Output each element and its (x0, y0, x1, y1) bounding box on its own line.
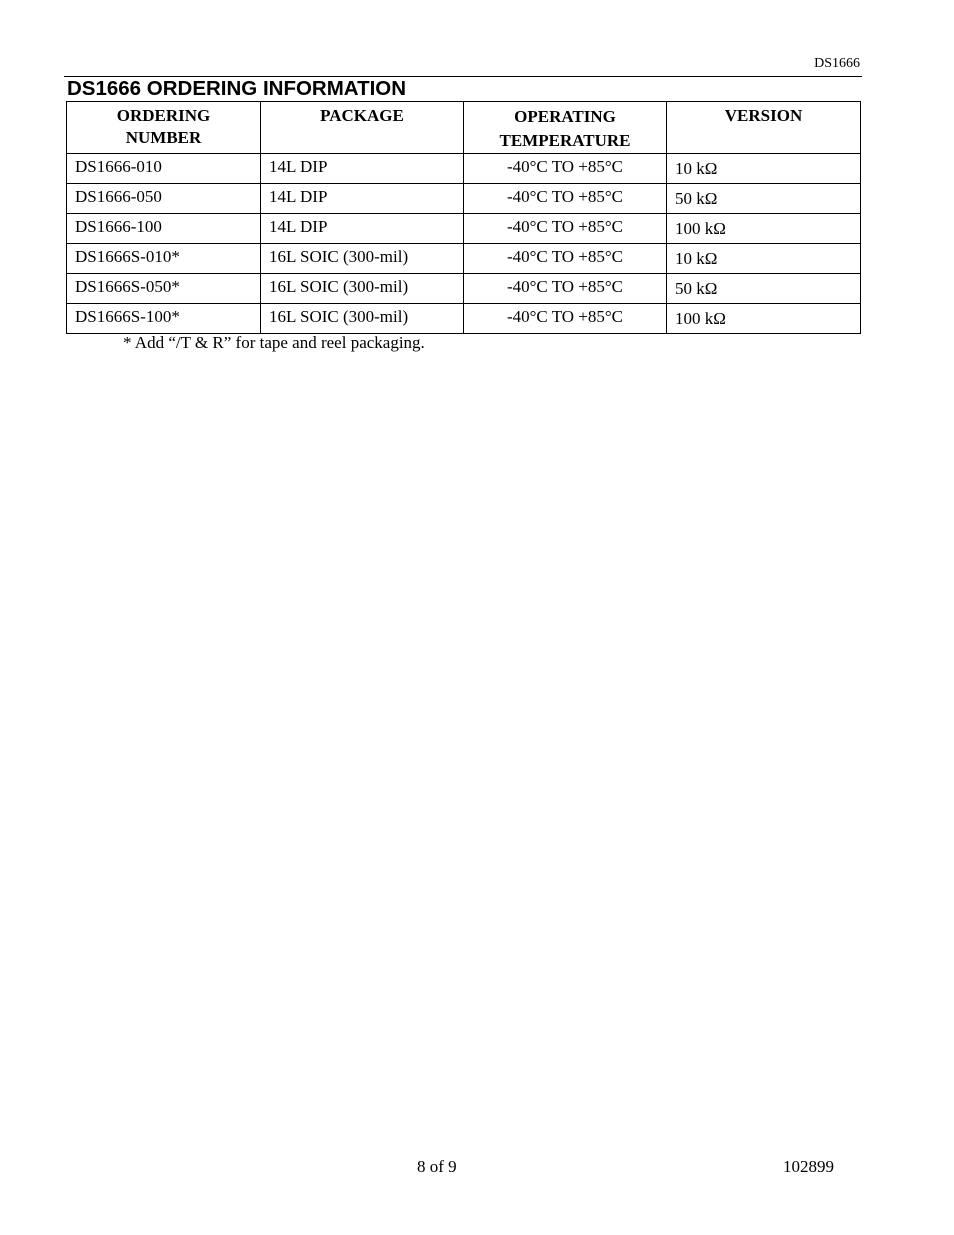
header-package: PACKAGE (261, 102, 464, 154)
header-operating-temperature-line1: OPERATING (514, 107, 616, 126)
cell-ordering-number: DS1666-010 (67, 154, 261, 184)
cell-version: 100 kΩ (667, 214, 861, 244)
cell-temperature: -40°C TO +85°C (464, 304, 667, 334)
cell-ordering-number: DS1666S-010* (67, 244, 261, 274)
header-ordering-number-line2: NUMBER (125, 128, 202, 147)
cell-temperature: -40°C TO +85°C (464, 184, 667, 214)
cell-temperature: -40°C TO +85°C (464, 154, 667, 184)
cell-package: 14L DIP (261, 184, 464, 214)
table-row (67, 304, 861, 334)
cell-package: 16L SOIC (300-mil) (261, 244, 464, 274)
cell-ordering-number: DS1666-100 (67, 214, 261, 244)
cell-version: 50 kΩ (667, 274, 861, 304)
cell-ordering-number: DS1666-050 (67, 184, 261, 214)
table-footnote: * Add “/T & R” for tape and reel packaging. (123, 333, 425, 352)
header-doc-id: DS1666 (814, 56, 860, 71)
cell-temperature: -40°C TO +85°C (464, 274, 667, 304)
cell-package: 14L DIP (261, 154, 464, 184)
header-ordering-number (67, 102, 261, 154)
cell-package: 16L SOIC (300-mil) (261, 274, 464, 304)
cell-version: 100 kΩ (667, 304, 861, 334)
doc-date-code: 102899 (783, 1157, 834, 1176)
cell-package: 16L SOIC (300-mil) (261, 304, 464, 334)
table-header-row (67, 102, 861, 154)
table-row (67, 154, 861, 184)
cell-package: 14L DIP (261, 214, 464, 244)
ordering-table (66, 101, 861, 334)
page-number: 8 of 9 (417, 1157, 457, 1176)
header-operating-temperature (464, 102, 667, 154)
header-version: VERSION (667, 102, 861, 154)
cell-temperature: -40°C TO +85°C (464, 244, 667, 274)
table-row (67, 214, 861, 244)
section-title: DS1666 ORDERING INFORMATION (67, 77, 407, 100)
table-row (67, 274, 861, 304)
cell-temperature: -40°C TO +85°C (464, 214, 667, 244)
cell-ordering-number: DS1666S-100* (67, 304, 261, 334)
cell-ordering-number: DS1666S-050* (67, 274, 261, 304)
table-row (67, 184, 861, 214)
cell-version: 10 kΩ (667, 244, 861, 274)
header-ordering-number-line1: ORDERING (116, 106, 211, 125)
table-row (67, 244, 861, 274)
header-operating-temperature-line2: TEMPERATURE (499, 131, 631, 150)
cell-version: 50 kΩ (667, 184, 861, 214)
cell-version: 10 kΩ (667, 154, 861, 184)
